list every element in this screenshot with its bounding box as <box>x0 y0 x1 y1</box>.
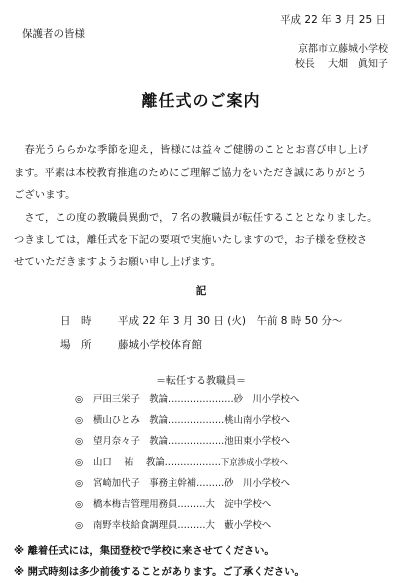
ki-heading: 記 <box>195 285 207 297</box>
staff-row <box>75 433 290 447</box>
staff-row <box>75 496 271 510</box>
staff-row <box>75 412 290 426</box>
bullet-mark: ◎ <box>75 394 84 405</box>
staff-destination: 桃山南小学校へ <box>224 415 290 426</box>
staff-row <box>75 391 299 405</box>
bullet-mark: ◎ <box>75 478 84 489</box>
bullet-mark: ◎ <box>75 436 84 447</box>
staff-row <box>75 475 290 489</box>
bullet-mark: ◎ <box>75 457 84 468</box>
staff-destination: 砂 川小学校へ <box>233 394 300 405</box>
date-label: 日 時 <box>60 315 92 327</box>
staff-destination: 下京渉成小学校へ <box>220 457 288 467</box>
staff-name: 山口 祐 教論……………… <box>93 457 221 468</box>
staff-row <box>75 517 271 531</box>
note-line: ※ 離着任式には，集団登校で学校に来させてください。 <box>14 545 275 557</box>
staff-destination: 大 淀中学校へ <box>205 499 272 510</box>
staff-name: 南野幸枝給食調理員……… <box>93 520 206 531</box>
staff-name: 横山ひとみ 教論……………… <box>93 415 225 426</box>
school-name: 京都市立藤城小学校 <box>298 44 388 55</box>
staff-destination: 砂 川小学校へ <box>224 478 290 489</box>
bullet-mark: ◎ <box>75 499 84 510</box>
body-line: 春光うららかな季節を迎え，皆様には益々ご健勝のこととお喜び申し上げ <box>14 144 369 156</box>
staff-name: 宮崎加代子 事務主幹補……… <box>93 478 225 489</box>
bullet-mark: ◎ <box>75 415 84 426</box>
date-value: 平成 22 年 3 月 30 日 (火) 午前 8 時 50 分〜 <box>118 315 343 327</box>
staff-list-heading: ＝転任する教職員＝ <box>156 376 246 387</box>
staff-destination: 池田東小学校へ <box>224 436 290 447</box>
bullet-mark: ◎ <box>75 520 84 531</box>
body-line: せていただきますようお願い申し上げます。 <box>14 256 222 268</box>
staff-name: 橋本梅吉管理用務員……… <box>93 499 206 510</box>
staff-row <box>75 454 288 468</box>
body-line: つきましては，離任式を下記の要項で実施いたしますので，お子様を登校さ <box>14 234 368 246</box>
body-line: ございます。 <box>14 189 76 201</box>
principal-name: 校長 大畑 眞知子 <box>294 59 388 70</box>
addressee: 保護者の皆様 <box>22 28 85 40</box>
staff-destination: 大 藪小学校へ <box>205 520 272 531</box>
place-label: 場 所 <box>60 339 92 351</box>
staff-name: 戸田三栄子 教論………………… <box>93 394 234 405</box>
document-title: 離任式のご案内 <box>141 91 261 110</box>
body-line: ます。平素は本校教育推進のためにご理解ご協力をいただき誠にありがとう <box>14 167 367 179</box>
document-date: 平成 22 年 3 月 25 日 <box>280 14 386 26</box>
staff-name: 望月奈々子 教論……………… <box>93 436 225 447</box>
body-line: さて，この度の教職員異動で，７名の教職員が転任することとなりました。 <box>14 212 378 224</box>
note-line: ※ 開式時刻は多少前後することがあります。ご了承ください。 <box>14 566 305 578</box>
place-value: 藤城小学校体育館 <box>118 339 202 351</box>
